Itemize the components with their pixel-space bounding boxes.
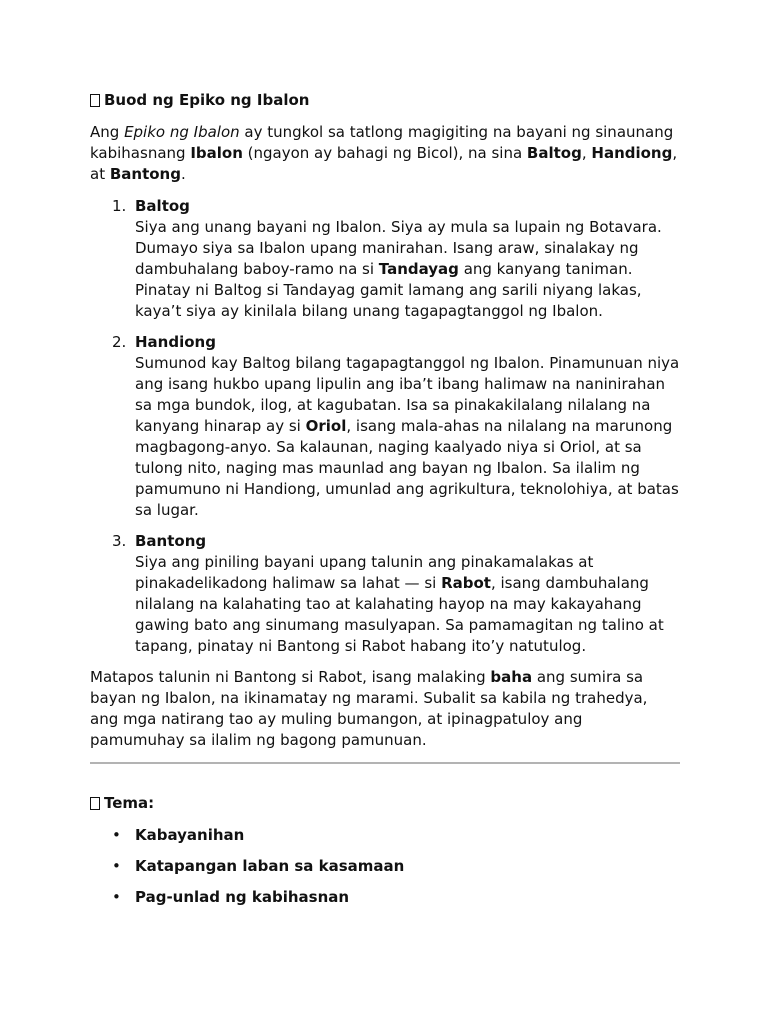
closing-text: ang sumira sa bayan ng Ibalon, na ikinamatay ng marami. Subalit sa kabila ng trahedya, ang mga natirang tao ay muling bumangon, at ipinagpatuloy ang pamumuhay sa ilalim ng bagong pamunuan. (90, 668, 648, 749)
creature-name: Tandayag (378, 260, 459, 278)
book-icon (90, 94, 100, 107)
theme-title: Tema: (104, 794, 155, 812)
theme-item: Pag-unlad ng kabihasnan (135, 888, 350, 906)
hero-text: , isang mala-ahas na nilalang na marunong magbagong-anyo. Sa kalaunan, naging kaalyado niya si Oriol, at sa tulong nito, naging mas maunlad ang bayan ng Ibalon. Sa ilalim ng pamumuno ni Handiong, umunlad ang agrikultura, teknolohiya, at batas sa lugar. (135, 417, 679, 519)
hero-text: Siya ang unang bayani ng Ibalon. Siya ay mula sa lupain ng Botavara. Dumayo siya sa Ibalon upang manirahan. Isang araw, sinalakay ng dambuhalang baboy-ramo na si (135, 218, 662, 278)
hero-mention: Bantong (109, 165, 181, 183)
hero-text: , isang dambuhalang nilalang na kalahating tao at kalahating hayop na may kakayahang gawing bato ang sinumang masulyapan. Sa pamamagitan ng talino at tapang, pinatay ni Bantong si Rabot habang ito’y natutulog. (135, 574, 664, 655)
bullet: • (112, 857, 121, 875)
intro-text: Ang (90, 123, 125, 141)
flood-word: baha (490, 668, 533, 686)
bullet: • (112, 826, 121, 844)
hero-name: Handiong (135, 333, 216, 351)
hero-text: Siya ang piniling bayani upang talunin ang pinakamalakas at pinakadelikadong halimaw sa lahat — si (135, 553, 594, 592)
list-number: 3. (112, 532, 127, 550)
list-item (90, 196, 680, 322)
hero-name: Bantong (135, 532, 207, 550)
creature-name: Oriol (305, 417, 347, 435)
bullet: • (112, 888, 121, 906)
target-icon (90, 797, 100, 810)
list-item (90, 887, 680, 908)
document-body (90, 90, 680, 918)
closing-text: Matapos talunin ni Bantong si Rabot, isang malaking (90, 668, 491, 686)
hero-text: Sumunod kay Baltog bilang tagapagtanggol ng Ibalon. Pinamunuan niya ang isang hukbo upang lipulin ang iba’t ibang halimaw na naninirahan sa mga bundok, ilog, at kagubatan. Isa sa pinakakilalang nilalang na kanyang hinarap ay si (135, 354, 680, 435)
intro-text: , at (90, 144, 678, 183)
theme-item: Kabayanihan (135, 826, 245, 844)
list-item (90, 825, 680, 846)
intro-text: ay tungkol sa tatlong magigiting na bayani ng sinaunang kabihasnang (90, 123, 674, 162)
intro-paragraph (90, 122, 680, 185)
list-number: 1. (112, 197, 127, 215)
hero-name: Baltog (135, 197, 190, 215)
section-divider (90, 762, 680, 764)
summary-heading (90, 90, 680, 111)
list-item (90, 531, 680, 657)
epic-title: Epiko ng Ibalon (124, 123, 240, 141)
theme-heading (90, 793, 680, 814)
theme-list (90, 825, 680, 908)
hero-text: ang kanyang taniman. Pinatay ni Baltog si Tandayag gamit lamang ang sarili niyang lakas, kaya’t siya ay kinilala bilang unang tagapagtanggol ng Ibalon. (135, 260, 642, 320)
list-item (90, 856, 680, 877)
creature-name: Rabot (441, 574, 491, 592)
intro-text: (ngayon ay bahagi ng Bicol), na sina (242, 144, 527, 162)
hero-list (90, 196, 680, 657)
hero-mention: Handiong (591, 144, 673, 162)
closing-paragraph (90, 667, 680, 751)
list-number: 2. (112, 333, 127, 351)
intro-text: , (581, 144, 592, 162)
summary-title: Buod ng Epiko ng Ibalon (104, 91, 310, 109)
list-item (90, 332, 680, 521)
intro-text: . (180, 165, 186, 183)
hero-mention: Baltog (526, 144, 582, 162)
theme-item: Katapangan laban sa kasamaan (135, 857, 405, 875)
place-name: Ibalon (190, 144, 243, 162)
